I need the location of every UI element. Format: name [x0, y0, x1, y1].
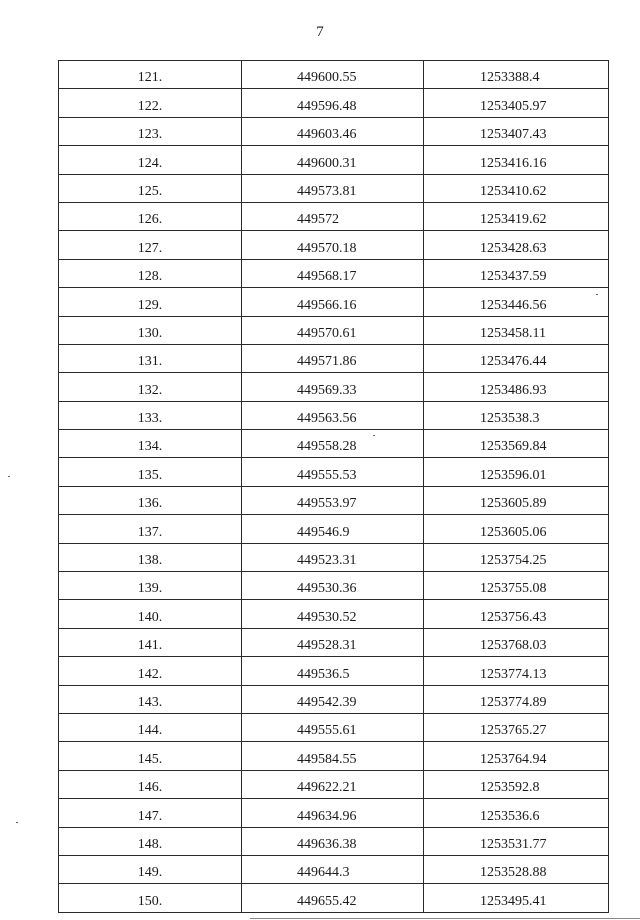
- y-coordinate-cell: 1253592.8: [424, 770, 609, 798]
- y-coordinate-cell: 1253754.25: [424, 543, 609, 571]
- y-coordinate-cell: 1253405.97: [424, 89, 609, 117]
- table-row: [59, 884, 609, 912]
- table-row: [59, 146, 609, 174]
- x-coordinate-cell: 449558.28: [242, 430, 424, 458]
- x-coordinate-cell: 449570.61: [242, 316, 424, 344]
- table-row: [59, 543, 609, 571]
- point-number-cell: 136.: [59, 486, 242, 514]
- point-number-cell: 125.: [59, 174, 242, 202]
- x-coordinate-cell: 449570.18: [242, 231, 424, 259]
- y-coordinate-cell: 1253768.03: [424, 628, 609, 656]
- table-row: [59, 572, 609, 600]
- point-number-cell: 122.: [59, 89, 242, 117]
- point-number-cell: 142.: [59, 657, 242, 685]
- point-number-cell: 133.: [59, 401, 242, 429]
- coordinates-table-body: [59, 61, 609, 913]
- point-number-cell: 149.: [59, 855, 242, 883]
- point-number-cell: 137.: [59, 515, 242, 543]
- y-coordinate-cell: 1253755.08: [424, 572, 609, 600]
- table-row: [59, 685, 609, 713]
- point-number-cell: 138.: [59, 543, 242, 571]
- y-coordinate-cell: 1253536.6: [424, 799, 609, 827]
- scan-speck: [8, 476, 10, 477]
- table-row: [59, 486, 609, 514]
- scan-speck: [596, 294, 598, 295]
- x-coordinate-cell: 449644.3: [242, 855, 424, 883]
- point-number-cell: 124.: [59, 146, 242, 174]
- table-row: [59, 316, 609, 344]
- y-coordinate-cell: 1253538.3: [424, 401, 609, 429]
- table-row: [59, 344, 609, 372]
- table-row: [59, 89, 609, 117]
- table-row: [59, 202, 609, 230]
- x-coordinate-cell: 449655.42: [242, 884, 424, 912]
- x-coordinate-cell: 449530.36: [242, 572, 424, 600]
- y-coordinate-cell: 1253756.43: [424, 600, 609, 628]
- y-coordinate-cell: 1253605.06: [424, 515, 609, 543]
- x-coordinate-cell: 449530.52: [242, 600, 424, 628]
- y-coordinate-cell: 1253605.89: [424, 486, 609, 514]
- x-coordinate-cell: 449553.97: [242, 486, 424, 514]
- point-number-cell: 129.: [59, 288, 242, 316]
- point-number-cell: 147.: [59, 799, 242, 827]
- x-coordinate-cell: 449596.48: [242, 89, 424, 117]
- point-number-cell: 131.: [59, 344, 242, 372]
- table-row: [59, 117, 609, 145]
- point-number-cell: 134.: [59, 430, 242, 458]
- x-coordinate-cell: 449573.81: [242, 174, 424, 202]
- x-coordinate-cell: 449566.16: [242, 288, 424, 316]
- point-number-cell: 128.: [59, 259, 242, 287]
- point-number-cell: 121.: [59, 61, 242, 89]
- x-coordinate-cell: 449568.17: [242, 259, 424, 287]
- point-number-cell: 135.: [59, 458, 242, 486]
- y-coordinate-cell: 1253419.62: [424, 202, 609, 230]
- x-coordinate-cell: 449600.55: [242, 61, 424, 89]
- x-coordinate-cell: 449584.55: [242, 742, 424, 770]
- y-coordinate-cell: 1253410.62: [424, 174, 609, 202]
- x-coordinate-cell: 449569.33: [242, 373, 424, 401]
- x-coordinate-cell: 449542.39: [242, 685, 424, 713]
- point-number-cell: 145.: [59, 742, 242, 770]
- point-number-cell: 148.: [59, 827, 242, 855]
- y-coordinate-cell: 1253416.16: [424, 146, 609, 174]
- table-row: [59, 288, 609, 316]
- point-number-cell: 140.: [59, 600, 242, 628]
- point-number-cell: 130.: [59, 316, 242, 344]
- point-number-cell: 150.: [59, 884, 242, 912]
- point-number-cell: 127.: [59, 231, 242, 259]
- table-row: [59, 174, 609, 202]
- table-row: [59, 713, 609, 741]
- table-row: [59, 770, 609, 798]
- x-coordinate-cell: 449528.31: [242, 628, 424, 656]
- table-row: [59, 373, 609, 401]
- table-row: [59, 401, 609, 429]
- x-coordinate-cell: 449536.5: [242, 657, 424, 685]
- point-number-cell: 123.: [59, 117, 242, 145]
- page-number: 7: [316, 24, 324, 40]
- x-coordinate-cell: 449634.96: [242, 799, 424, 827]
- x-coordinate-cell: 449563.56: [242, 401, 424, 429]
- y-coordinate-cell: 1253774.89: [424, 685, 609, 713]
- point-number-cell: 132.: [59, 373, 242, 401]
- table-row: [59, 628, 609, 656]
- x-coordinate-cell: 449571.86: [242, 344, 424, 372]
- x-coordinate-cell: 449603.46: [242, 117, 424, 145]
- y-coordinate-cell: 1253428.63: [424, 231, 609, 259]
- y-coordinate-cell: 1253486.93: [424, 373, 609, 401]
- table-row: [59, 61, 609, 89]
- x-coordinate-cell: 449546.9: [242, 515, 424, 543]
- y-coordinate-cell: 1253774.13: [424, 657, 609, 685]
- x-coordinate-cell: 449555.53: [242, 458, 424, 486]
- y-coordinate-cell: 1253388.4: [424, 61, 609, 89]
- y-coordinate-cell: 1253765.27: [424, 713, 609, 741]
- table-row: [59, 742, 609, 770]
- y-coordinate-cell: 1253458.11: [424, 316, 609, 344]
- y-coordinate-cell: 1253495.41: [424, 884, 609, 912]
- scan-edge-line: [250, 918, 640, 919]
- table-row: [59, 458, 609, 486]
- table-row: [59, 515, 609, 543]
- point-number-cell: 143.: [59, 685, 242, 713]
- table-row: [59, 430, 609, 458]
- y-coordinate-cell: 1253764.94: [424, 742, 609, 770]
- coordinates-table: [58, 60, 609, 913]
- table-row: [59, 231, 609, 259]
- x-coordinate-cell: 449622.21: [242, 770, 424, 798]
- x-coordinate-cell: 449572: [242, 202, 424, 230]
- y-coordinate-cell: 1253476.44: [424, 344, 609, 372]
- x-coordinate-cell: 449636.38: [242, 827, 424, 855]
- scan-speck: [16, 822, 18, 823]
- table-row: [59, 259, 609, 287]
- y-coordinate-cell: 1253407.43: [424, 117, 609, 145]
- x-coordinate-cell: 449555.61: [242, 713, 424, 741]
- x-coordinate-cell: 449523.31: [242, 543, 424, 571]
- point-number-cell: 146.: [59, 770, 242, 798]
- table-row: [59, 799, 609, 827]
- point-number-cell: 144.: [59, 713, 242, 741]
- y-coordinate-cell: 1253531.77: [424, 827, 609, 855]
- y-coordinate-cell: 1253569.84: [424, 430, 609, 458]
- table-row: [59, 827, 609, 855]
- point-number-cell: 141.: [59, 628, 242, 656]
- scan-speck: [373, 435, 375, 436]
- point-number-cell: 139.: [59, 572, 242, 600]
- table-row: [59, 855, 609, 883]
- point-number-cell: 126.: [59, 202, 242, 230]
- y-coordinate-cell: 1253437.59: [424, 259, 609, 287]
- y-coordinate-cell: 1253528.88: [424, 855, 609, 883]
- x-coordinate-cell: 449600.31: [242, 146, 424, 174]
- table-row: [59, 657, 609, 685]
- y-coordinate-cell: 1253446.56: [424, 288, 609, 316]
- table-row: [59, 600, 609, 628]
- y-coordinate-cell: 1253596.01: [424, 458, 609, 486]
